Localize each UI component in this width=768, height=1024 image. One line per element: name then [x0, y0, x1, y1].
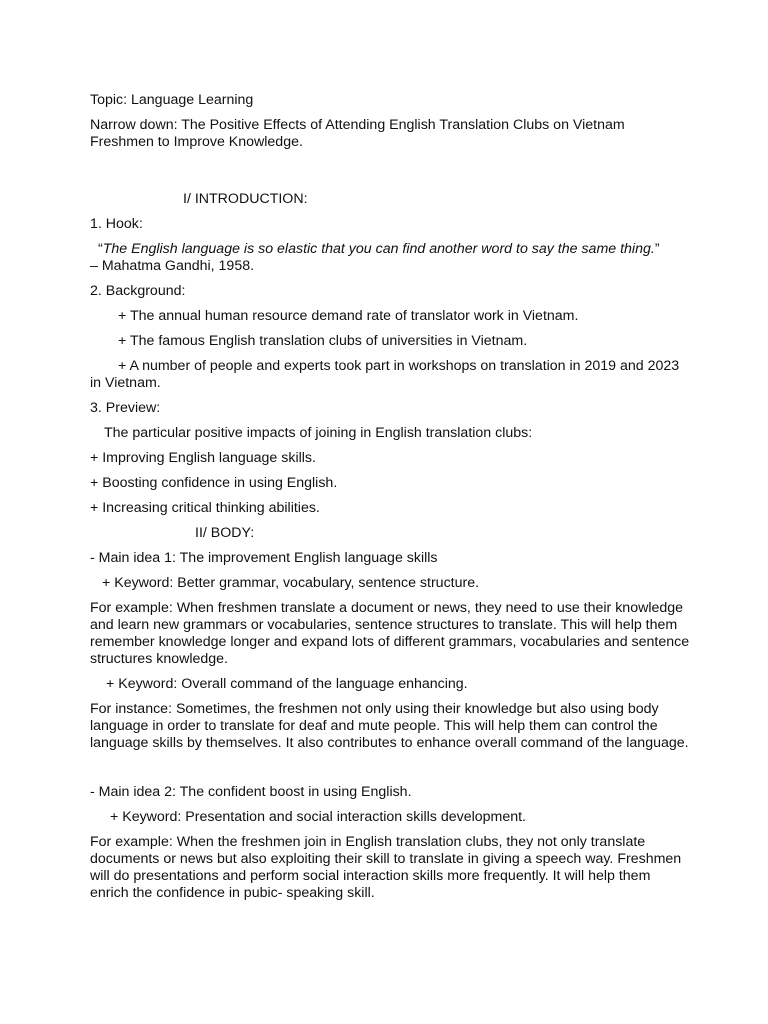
- example-2a: For example: When the freshmen join in English translation clubs, they not only translate documents or news but also exploiting their skill to translate in giving a speech way. Freshmen will do presentations and perform social interaction skills more frequently. It will help them enrich the confidence in pubic- speaking skill.: [90, 834, 682, 901]
- introduction-heading: I/ INTRODUCTION:: [183, 191, 308, 207]
- preview-intro: The particular positive impacts of joining in English translation clubs:: [104, 425, 533, 441]
- background-item: + The famous English translation clubs of universities in Vietnam.: [118, 333, 528, 349]
- preview-item: + Boosting confidence in using English.: [90, 475, 338, 491]
- document-page: [90, 92, 690, 902]
- hook-quote-line: [90, 241, 690, 258]
- hook-quote: The English language is so elastic that you can find another word to say the same thing.: [102, 241, 655, 257]
- background-item: + A number of people and experts took part in workshops on translation in 2019 and 2023 in Vietnam.: [90, 358, 680, 391]
- background-item: + The annual human resource demand rate of translator work in Vietnam.: [118, 308, 579, 324]
- quote-close-mark: ”: [654, 241, 660, 257]
- preview-label: 3. Preview:: [90, 400, 161, 416]
- narrow-down-paragraph: Narrow down: The Positive Effects of Attending English Translation Clubs on Vietnam Freshmen to Improve Knowledge.: [90, 117, 625, 150]
- keyword-1a: + Keyword: Better grammar, vocabulary, sentence structure.: [102, 575, 480, 591]
- topic-line: Topic: Language Learning: [90, 92, 254, 108]
- main-idea-2: - Main idea 2: The confident boost in using English.: [90, 784, 412, 800]
- body-heading: II/ BODY:: [195, 525, 255, 541]
- background-label: 2. Background:: [90, 283, 186, 299]
- keyword-2a: + Keyword: Presentation and social interaction skills development.: [110, 809, 526, 825]
- keyword-1b: + Keyword: Overall command of the language enhancing.: [106, 676, 468, 692]
- example-1b: For instance: Sometimes, the freshmen not only using their knowledge but also using body language in order to translate for deaf and mute people. This will help them can control the language skills by themselves. It also contributes to enhance overall command of the language.: [90, 701, 689, 751]
- main-idea-1: - Main idea 1: The improvement English language skills: [90, 550, 438, 566]
- hook-attribution: – Mahatma Gandhi, 1958.: [90, 258, 255, 274]
- preview-item: + Improving English language skills.: [90, 450, 316, 466]
- example-1a: For example: When freshmen translate a document or news, they need to use their knowledge and learn new grammars or vocabularies, sentence structures to translate. This will help them remember knowledge longer and expand lots of different grammars, vocabularies and sentence structures knowledge.: [90, 600, 690, 667]
- quote-open-mark: “: [98, 241, 103, 257]
- preview-item: + Increasing critical thinking abilities.: [90, 500, 320, 516]
- hook-label: 1. Hook:: [90, 216, 143, 232]
